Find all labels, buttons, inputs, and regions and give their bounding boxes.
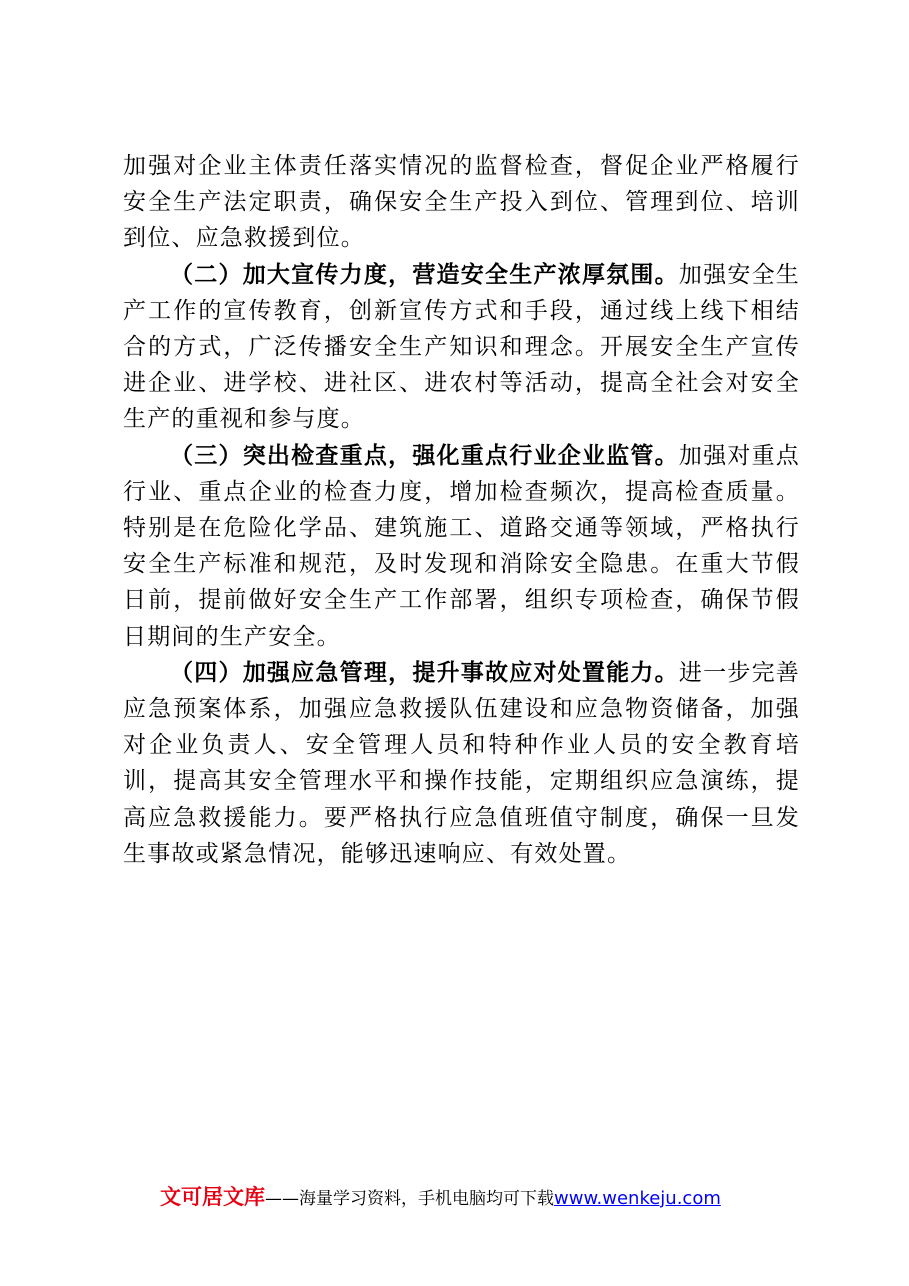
footer-brand: 文可居文库 [160, 1185, 265, 1209]
paragraph-emergency [123, 655, 800, 872]
footer-banner [160, 1181, 800, 1211]
paragraph-text: 加强安全生产工作的宣传教育，创新宣传方式和手段，通过线上线下相结合的方式，广泛传播安全生产知识和理念。开展安全生产宣传进企业、进学校、进社区、进农村等活动，提高全社会对安全生产的重视和参与度。 [123, 261, 801, 433]
document-body [123, 148, 800, 872]
footer-url-link[interactable]: www.wenkeju.com [554, 1188, 721, 1209]
paragraph-publicity [123, 257, 800, 438]
paragraph-heading: （四）加强应急管理，提升事故应对处置能力。 [170, 658, 679, 686]
paragraph-text: 进一步完善应急预案体系，加强应急救援队伍建设和应急物资储备，加强对企业负责人、安全管理人员和特种作业人员的安全教育培训，提高其安全管理水平和操作技能，定期组织应急演练，提高应急救援能力。要严格执行应急值班值守制度，确保一旦发生事故或紧急情况，能够迅速响应、有效处置。 [123, 659, 801, 867]
paragraph-heading: （三）突出检查重点，强化重点行业企业监管。 [170, 441, 679, 469]
footer-slogan: ——海量学习资料，手机电脑均可下载 [265, 1189, 554, 1209]
paragraph-heading: （二）加大宣传力度，营造安全生产浓厚氛围。 [170, 260, 679, 288]
paragraph-text: 加强对重点行业、重点企业的检查力度，增加检查频次，提高检查质量。特别是在危险化学品、建筑施工、道路交通等领域，严格执行安全生产标准和规范，及时发现和消除安全隐患。在重大节假日前，提前做好安全生产工作部署，组织专项检查，确保节假日期间的生产安全。 [123, 442, 801, 650]
paragraph-inspection [123, 438, 800, 655]
paragraph-text: 加强对企业主体责任落实情况的监督检查，督促企业严格履行安全生产法定职责，确保安全生产投入到位、管理到位、培训到位、应急救援到位。 [123, 153, 800, 252]
paragraph-continuation [123, 148, 800, 257]
